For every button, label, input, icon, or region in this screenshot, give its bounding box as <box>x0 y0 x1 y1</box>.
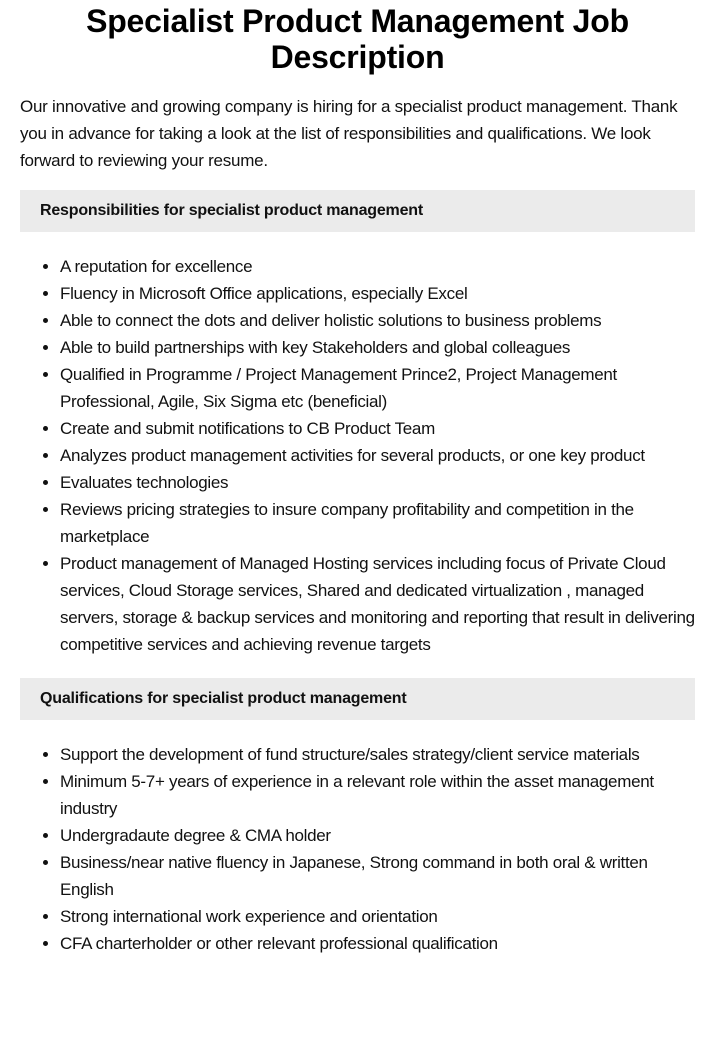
page-title: Specialist Product Management Job Description <box>86 3 629 75</box>
list-item: • Evaluates technologies <box>60 469 695 496</box>
list-item: • Able to build partnerships with key Stakeholders and global colleagues <box>60 334 695 361</box>
qualifications-heading: Qualifications for specialist product management <box>20 678 695 720</box>
list-item: • Fluency in Microsoft Office applications, especially Excel <box>60 280 695 307</box>
list-item: • Analyzes product management activities for several products, or one key product <box>60 442 695 469</box>
list-item: • Minimum 5-7+ years of experience in a relevant role within the asset management industry <box>60 768 695 822</box>
list-item: • Support the development of fund structure/sales strategy/client service materials <box>60 741 695 768</box>
qualifications-list <box>20 741 695 957</box>
list-item: • Product management of Managed Hosting services including focus of Private Cloud services, Cloud Storage services, Shared and dedicated virtualization , managed servers, storage & backup services and monitoring and reporting that result in delivering competitive services and achieving revenue targets <box>60 550 695 658</box>
list-item: • Create and submit notifications to CB Product Team <box>60 415 695 442</box>
list-item: • Able to connect the dots and deliver holistic solutions to business problems <box>60 307 695 334</box>
responsibilities-heading: Responsibilities for specialist product management <box>20 190 695 232</box>
list-item: • CFA charterholder or other relevant professional qualification <box>60 930 695 957</box>
list-item: • Qualified in Programme / Project Management Prince2, Project Management Professional, Agile, Six Sigma etc (beneficial) <box>60 361 695 415</box>
list-item: • Undergradaute degree & CMA holder <box>60 822 695 849</box>
list-item: • Strong international work experience and orientation <box>60 903 695 930</box>
list-item: • A reputation for excellence <box>60 253 695 280</box>
intro-paragraph: Our innovative and growing company is hiring for a specialist product management. Thank you in advance for taking a look at the list of responsibilities and qualifications. We look forward to reviewing your resume. <box>20 97 678 170</box>
list-item: • Reviews pricing strategies to insure company profitability and competition in the marketplace <box>60 496 695 550</box>
list-item: • Business/near native fluency in Japanese, Strong command in both oral & written English <box>60 849 695 903</box>
responsibilities-list <box>20 253 695 658</box>
